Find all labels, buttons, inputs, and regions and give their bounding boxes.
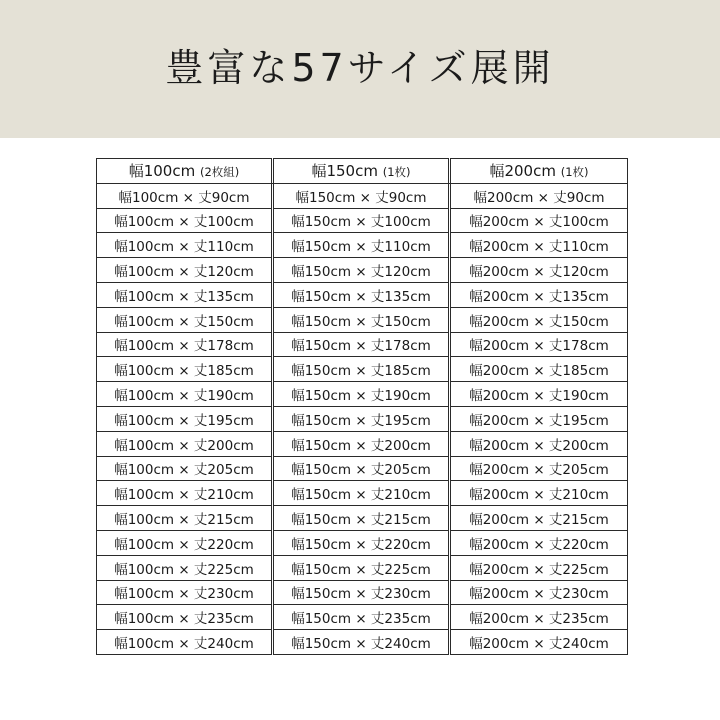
- column-header-main: 幅150cm: [311, 162, 378, 181]
- title-banner: [0, 0, 720, 138]
- size-cell: 幅200cm × 丈178cm: [451, 332, 628, 357]
- column-header: [274, 159, 449, 184]
- table-row: [97, 431, 628, 456]
- column-header: [451, 159, 628, 184]
- size-cell: 幅150cm × 丈205cm: [274, 456, 449, 481]
- table-row: [97, 580, 628, 605]
- size-cell: 幅200cm × 丈235cm: [451, 605, 628, 630]
- table-row: [97, 382, 628, 407]
- table-row: [97, 357, 628, 382]
- table-row: [97, 630, 628, 655]
- size-cell: 幅150cm × 丈240cm: [274, 630, 449, 655]
- size-cell: 幅150cm × 丈195cm: [274, 406, 449, 431]
- table-row: [97, 258, 628, 283]
- size-cell: 幅100cm × 丈210cm: [97, 481, 272, 506]
- size-cell: 幅200cm × 丈135cm: [451, 282, 628, 307]
- size-cell: 幅100cm × 丈225cm: [97, 555, 272, 580]
- size-cell: 幅100cm × 丈150cm: [97, 307, 272, 332]
- size-cell: 幅150cm × 丈190cm: [274, 382, 449, 407]
- table-body: [97, 183, 628, 654]
- size-cell: 幅100cm × 丈205cm: [97, 456, 272, 481]
- size-cell: 幅150cm × 丈220cm: [274, 530, 449, 555]
- size-cell: 幅150cm × 丈215cm: [274, 506, 449, 531]
- size-cell: 幅150cm × 丈230cm: [274, 580, 449, 605]
- size-cell: 幅150cm × 丈210cm: [274, 481, 449, 506]
- size-cell: 幅100cm × 丈185cm: [97, 357, 272, 382]
- size-cell: 幅200cm × 丈150cm: [451, 307, 628, 332]
- size-cell: 幅150cm × 丈150cm: [274, 307, 449, 332]
- table-row: [97, 307, 628, 332]
- size-cell: 幅200cm × 丈210cm: [451, 481, 628, 506]
- size-cell: 幅150cm × 丈90cm: [274, 183, 449, 208]
- table-header-row: [97, 159, 628, 184]
- table-row: [97, 456, 628, 481]
- size-cell: 幅200cm × 丈225cm: [451, 555, 628, 580]
- table-row: [97, 282, 628, 307]
- page-title: 豊富な57サイズ展開: [165, 45, 555, 90]
- size-cell: 幅100cm × 丈195cm: [97, 406, 272, 431]
- column-header-note: (1枚): [560, 165, 589, 180]
- size-cell: 幅200cm × 丈215cm: [451, 506, 628, 531]
- size-cell: 幅150cm × 丈110cm: [274, 233, 449, 258]
- size-cell: 幅100cm × 丈190cm: [97, 382, 272, 407]
- size-cell: 幅100cm × 丈200cm: [97, 431, 272, 456]
- size-cell: 幅200cm × 丈230cm: [451, 580, 628, 605]
- size-table: [96, 158, 628, 655]
- size-cell: 幅200cm × 丈100cm: [451, 208, 628, 233]
- size-cell: 幅100cm × 丈110cm: [97, 233, 272, 258]
- table-row: [97, 530, 628, 555]
- size-cell: 幅200cm × 丈190cm: [451, 382, 628, 407]
- table-row: [97, 208, 628, 233]
- table-row: [97, 406, 628, 431]
- column-header: [97, 159, 272, 184]
- size-cell: 幅150cm × 丈120cm: [274, 258, 449, 283]
- size-cell: 幅100cm × 丈178cm: [97, 332, 272, 357]
- size-cell: 幅200cm × 丈110cm: [451, 233, 628, 258]
- table-row: [97, 605, 628, 630]
- table-row: [97, 332, 628, 357]
- size-cell: 幅200cm × 丈185cm: [451, 357, 628, 382]
- size-cell: 幅100cm × 丈120cm: [97, 258, 272, 283]
- column-header-note: (1枚): [382, 165, 411, 180]
- size-cell: 幅100cm × 丈235cm: [97, 605, 272, 630]
- size-cell: 幅150cm × 丈200cm: [274, 431, 449, 456]
- table-row: [97, 233, 628, 258]
- size-cell: 幅200cm × 丈90cm: [451, 183, 628, 208]
- size-cell: 幅100cm × 丈215cm: [97, 506, 272, 531]
- size-cell: 幅200cm × 丈120cm: [451, 258, 628, 283]
- size-cell: 幅200cm × 丈200cm: [451, 431, 628, 456]
- size-cell: 幅150cm × 丈235cm: [274, 605, 449, 630]
- size-cell: 幅150cm × 丈178cm: [274, 332, 449, 357]
- size-cell: 幅100cm × 丈240cm: [97, 630, 272, 655]
- size-cell: 幅150cm × 丈225cm: [274, 555, 449, 580]
- size-cell: 幅100cm × 丈220cm: [97, 530, 272, 555]
- size-cell: 幅200cm × 丈220cm: [451, 530, 628, 555]
- size-cell: 幅100cm × 丈100cm: [97, 208, 272, 233]
- column-header-note: (2枚組): [199, 165, 240, 180]
- size-cell: 幅150cm × 丈100cm: [274, 208, 449, 233]
- table-row: [97, 555, 628, 580]
- size-cell: 幅100cm × 丈135cm: [97, 282, 272, 307]
- table-row: [97, 481, 628, 506]
- table-row: [97, 506, 628, 531]
- size-cell: 幅100cm × 丈230cm: [97, 580, 272, 605]
- table-row: [97, 183, 628, 208]
- size-cell: 幅200cm × 丈195cm: [451, 406, 628, 431]
- column-header-main: 幅100cm: [128, 162, 196, 181]
- size-cell: 幅150cm × 丈185cm: [274, 357, 449, 382]
- size-cell: 幅100cm × 丈90cm: [97, 183, 272, 208]
- size-cell: 幅200cm × 丈240cm: [451, 630, 628, 655]
- size-cell: 幅150cm × 丈135cm: [274, 282, 449, 307]
- column-header-main: 幅200cm: [489, 162, 556, 181]
- size-cell: 幅200cm × 丈205cm: [451, 456, 628, 481]
